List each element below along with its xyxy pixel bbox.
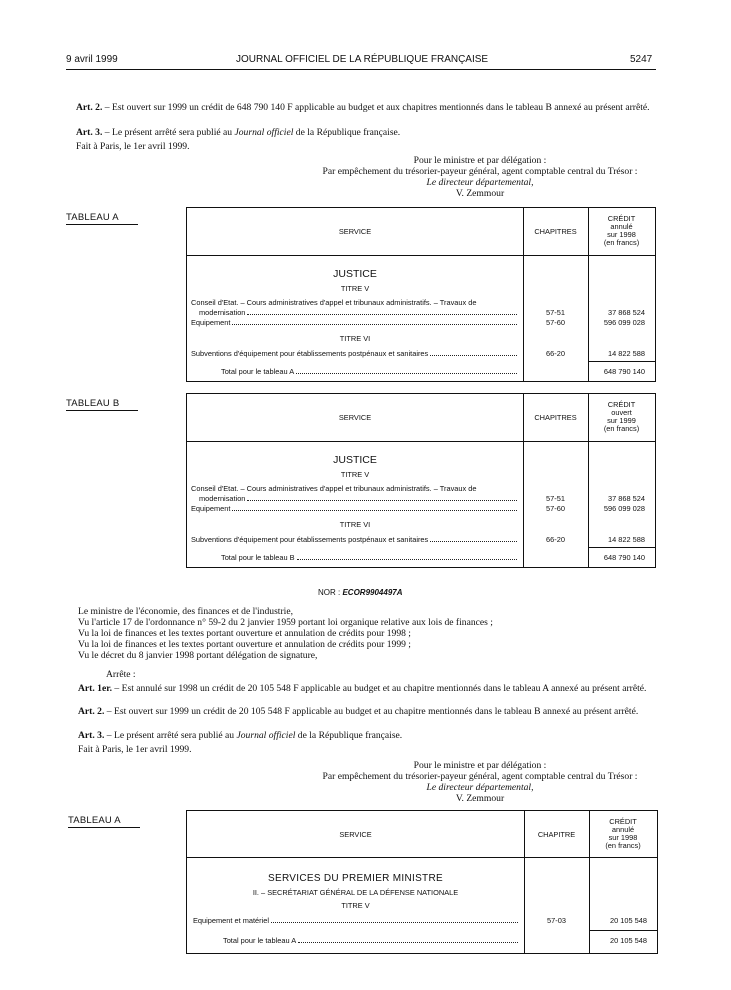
decree1-art2: Art. 2. – Est ouvert sur 1999 un crédit de 648 790 140 F applicable au budget et aux chapitres mentionnés dans le tableau B annexé au présent arrêté. <box>76 102 650 113</box>
decree2-arrete: Arrête : <box>106 669 136 680</box>
decree1-fait: Fait à Paris, le 1er avril 1999. <box>76 141 190 152</box>
decree2-vu4: Vu le décret du 8 janvier 1998 portant délégation de signature, <box>78 650 318 661</box>
titre-v: TITRE V <box>340 284 370 293</box>
decree2-art2: Art. 2. – Est ouvert sur 1999 un crédit de 20 105 548 F applicable au budget et au chapitre mentionnés dans le tableau B annexé au présent arrêté. <box>78 706 639 717</box>
tableau-a2-label: TABLEAU A <box>68 815 121 826</box>
row-conseil-line1: Conseil d'Etat. – Cours administratives d'appel et tribunaux administratifs. – Travaux de <box>191 484 477 493</box>
row-conseil-line2: modernisation <box>199 494 519 503</box>
decree1-art3: Art. 3. – Le présent arrêté sera publié au Journal officiel de la République française. <box>76 127 401 138</box>
chap-57-51: 57-51 <box>546 494 565 503</box>
tableau-a-rule <box>66 224 138 225</box>
header-credit: CRÉDIT ouvert sur 1999 (en francs) <box>603 400 640 433</box>
decree2-vu2: Vu la loi de finances et les textes portant ouverture et annulation de crédits pour 1998 ; <box>78 628 411 639</box>
val-total: 20 105 548 <box>610 936 647 945</box>
header-credit: CRÉDIT annulé sur 1998 (en francs) <box>603 214 640 247</box>
header-credit: CRÉDIT annulé sur 1998 (en francs) <box>605 817 641 850</box>
decree2-vu1: Vu l'article 17 de l'ordonnance n° 59-2 du 2 janvier 1959 portant loi organique relative aux lois de finances ; <box>78 617 493 628</box>
row-conseil-line1: Conseil d'Etat. – Cours administratives d'appel et tribunaux administratifs. – Travaux de <box>191 298 477 307</box>
tableau-b-rule <box>66 410 138 411</box>
journal-title: JOURNAL OFFICIEL DE LA RÉPUBLIQUE FRANÇAISE <box>236 54 489 65</box>
val-row2: 596 099 028 <box>603 318 645 327</box>
chap-66-20: 66-20 <box>546 349 565 358</box>
decree2-vu3: Vu la loi de finances et les textes portant ouverture et annulation de crédits pour 1999 ; <box>78 639 411 650</box>
section-title: SERVICES DU PREMIER MINISTRE <box>268 873 443 884</box>
row-equipement: Equipement <box>191 318 519 327</box>
val-row3: 14 822 588 <box>608 349 645 358</box>
val-row1: 20 105 548 <box>610 916 647 925</box>
decree2-art3: Art. 3. – Le présent arrêté sera publié au Journal officiel de la République française. <box>78 730 403 741</box>
chap-57-03: 57-03 <box>547 916 566 925</box>
nor-reference: NOR : ECOR9904497A <box>318 588 403 597</box>
val-row2: 596 099 028 <box>603 504 645 513</box>
subsection-title: II. – SECRÉTARIAT GÉNÉRAL DE LA DÉFENSE NATIONALE <box>252 888 459 897</box>
row-conseil-line2: modernisation <box>199 308 519 317</box>
tableau-a2-table <box>186 810 658 954</box>
header-chapitres: CHAPITRES <box>534 227 577 236</box>
section-title: JUSTICE <box>333 268 377 280</box>
header-service: SERVICE <box>339 830 372 839</box>
decree2-art1: Art. 1er. – Est annulé sur 1998 un crédit de 20 105 548 F applicable au budget et au chapitre mentionnés dans le tableau A annexé au présent arrêté. <box>78 683 647 694</box>
decree2-fait: Fait à Paris, le 1er avril 1999. <box>78 744 192 755</box>
section-title: JUSTICE <box>333 454 377 466</box>
row-subventions: Subventions d'équipement pour établissements postpénaux et sanitaires <box>191 349 519 358</box>
titre-vi: TITRE VI <box>339 334 371 343</box>
row-total: Total pour le tableau A <box>221 367 519 376</box>
row-total: Total pour le tableau B <box>221 553 519 562</box>
val-total: 648 790 140 <box>603 367 645 376</box>
chap-57-51: 57-51 <box>546 308 565 317</box>
titre-vi: TITRE VI <box>339 520 371 529</box>
header-chapitre: CHAPITRE <box>537 830 576 839</box>
header-rule <box>66 69 656 70</box>
tableau-a2-rule <box>68 827 140 828</box>
page-number: 5247 <box>630 54 653 65</box>
tableau-b-label: TABLEAU B <box>66 398 120 409</box>
tableau-a-label: TABLEAU A <box>66 212 119 223</box>
titre-v: TITRE V <box>340 470 370 479</box>
row-total: Total pour le tableau A <box>223 936 520 945</box>
chap-57-60: 57-60 <box>546 318 565 327</box>
chap-66-20: 66-20 <box>546 535 565 544</box>
tableau-b-table <box>186 393 656 568</box>
val-total: 648 790 140 <box>603 553 645 562</box>
val-row3: 14 822 588 <box>608 535 645 544</box>
decree1-signature: Pour le ministre et par délégation : Par empêchement du trésorier-payeur général, agent comptable central du Trésor : Le directeur départemental, V. Zemmour <box>322 155 638 199</box>
row-subventions: Subventions d'équipement pour établissements postpénaux et sanitaires <box>191 535 519 544</box>
row-equipement-materiel: Equipement et matériel <box>193 916 520 925</box>
val-row1: 37 868 524 <box>608 494 645 503</box>
header-chapitres: CHAPITRES <box>534 413 577 422</box>
header-service: SERVICE <box>338 413 372 422</box>
val-row1: 37 868 524 <box>608 308 645 317</box>
header-date: 9 avril 1999 <box>66 54 118 65</box>
decree2-intro: Le ministre de l'économie, des finances et de l'industrie, <box>78 606 293 617</box>
decree2-signature: Pour le ministre et par délégation : Par empêchement du trésorier-payeur général, agent comptable central du Trésor : Le directeur départemental, V. Zemmour <box>322 760 638 804</box>
chap-57-60: 57-60 <box>546 504 565 513</box>
tableau-a-table <box>186 207 656 382</box>
row-equipement: Equipement <box>191 504 519 513</box>
header-service: SERVICE <box>338 227 372 236</box>
titre-v: TITRE V <box>341 901 370 910</box>
